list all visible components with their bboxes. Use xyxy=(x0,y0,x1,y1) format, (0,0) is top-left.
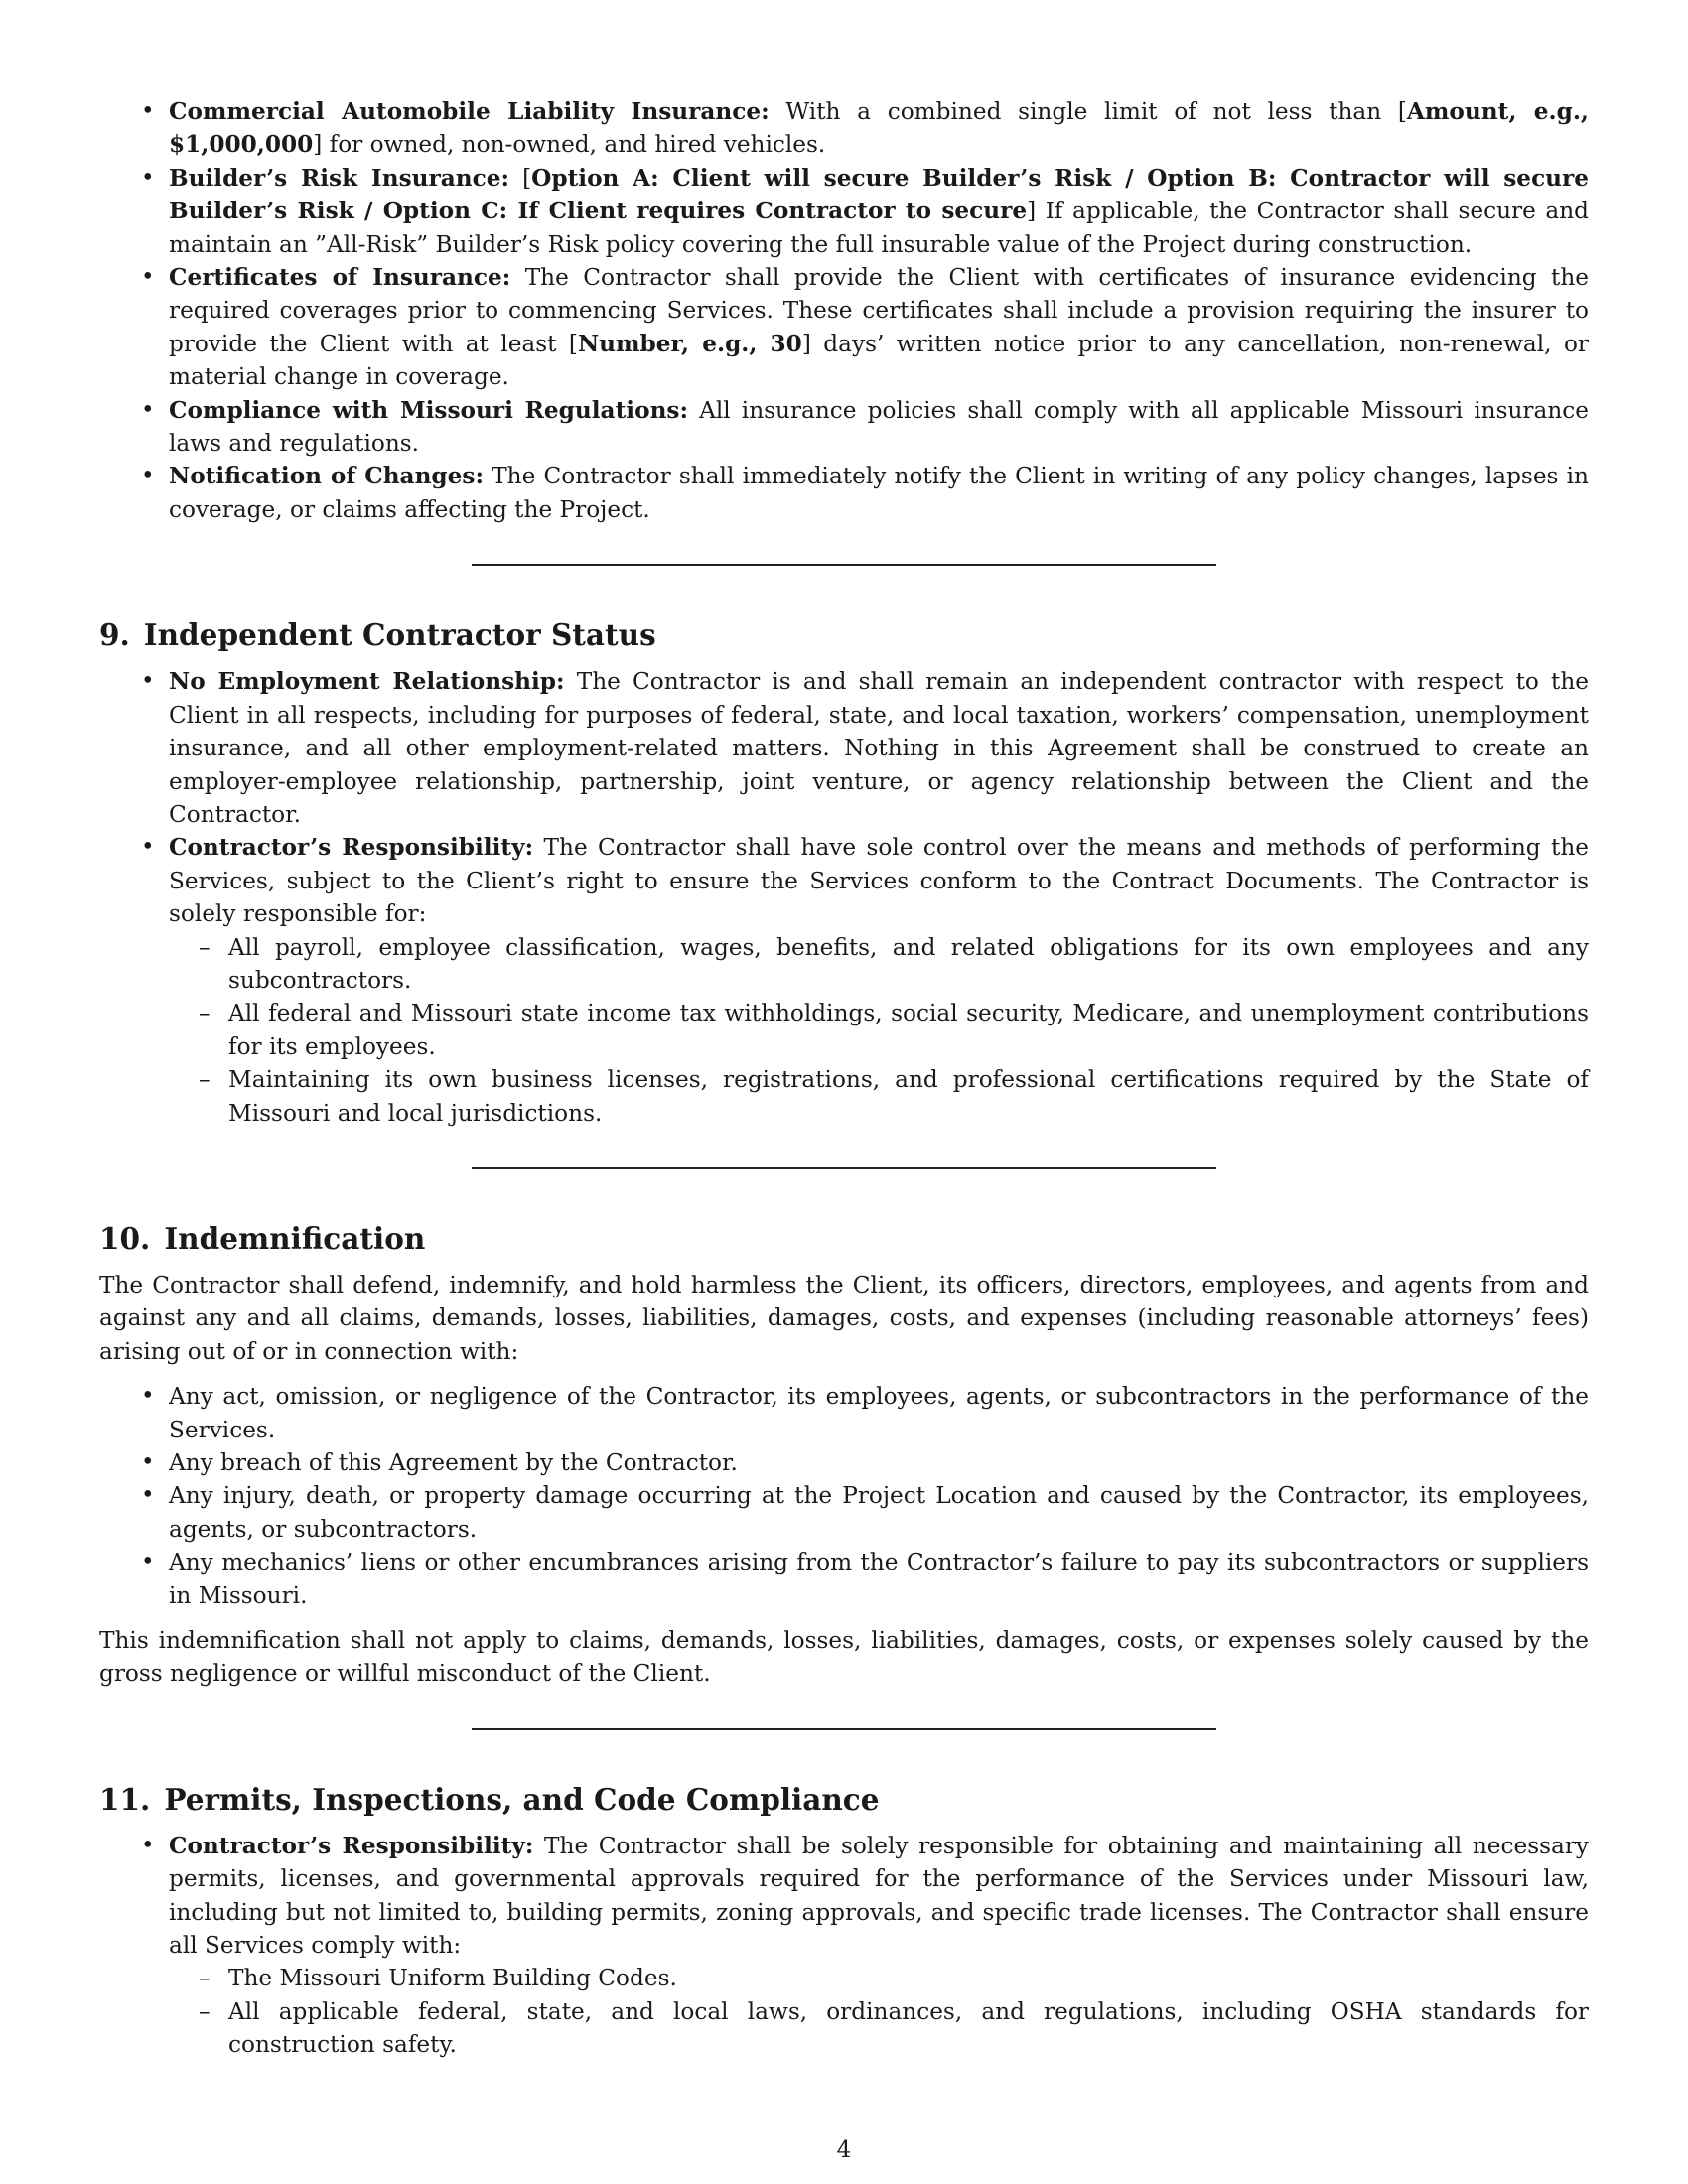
item-text: The Contractor shall provide the Client with certificates of insurance evidencing the required coverages prior to commencing Services. These certificates shall include a provision requiring the insurer to provide the Client with at least [ xyxy=(169,264,1590,357)
section-title: Permits, Inspections, and Code Compliance xyxy=(164,1781,880,1817)
section-divider xyxy=(472,1167,1216,1169)
sub-list xyxy=(169,1962,1589,2061)
item-text: [ xyxy=(509,164,532,192)
list-item xyxy=(169,665,1589,831)
section-number: 11. xyxy=(99,1781,151,1817)
section-heading-9 xyxy=(99,615,1589,655)
section-title: Indemnification xyxy=(164,1220,426,1256)
item-term: Compliance with Missouri Regulations: xyxy=(169,396,689,424)
section-number: 10. xyxy=(99,1220,151,1256)
section-10-list xyxy=(99,1380,1589,1612)
item-text: All insurance policies shall comply with all applicable Missouri insurance laws and regulations. xyxy=(169,396,1589,458)
list-item: • Any injury, death, or property damage occurring at the Project Location and caused by the Contractor, its employees, agents, or subcontractors. xyxy=(169,1479,1589,1546)
list-item xyxy=(169,95,1589,162)
item-term: Contractor’s Responsibility: xyxy=(169,834,534,862)
section-title: Independent Contractor Status xyxy=(143,617,656,653)
item-text: The Contractor is and shall remain an independent contractor with respect to the Client in all respects, including for purposes of federal, state, and local taxation, workers’ compensation, unemployment insurance, and all other employment-related matters. Nothing in this Agreement shall be construed to create an employer-employee relationship, partnership, joint venture, or agency relationship between the Client and the Contractor. xyxy=(169,668,1590,828)
section-10-intro: The Contractor shall defend, indemnify, and hold harmless the Client, its officers, directors, employees, and agents from and against any and all claims, demands, losses, liabilities, damages, costs, and expenses (including reasonable attorneys’ fees) arising out of or in connection with: xyxy=(99,1271,1589,1365)
sub-list xyxy=(169,931,1589,1130)
list-item: • Any act, omission, or negligence of the Contractor, its employees, agents, or subcontractors in the performance of the Services. xyxy=(169,1380,1589,1446)
page-number: 4 xyxy=(836,2136,852,2163)
item-placeholder: Amount, e.g., $1,000,000 xyxy=(169,98,1589,159)
section-10-closing: This indemnification shall not apply to claims, demands, losses, liabilities, damages, costs, or expenses solely caused by the gross negligence or willful misconduct of the Client. xyxy=(99,1627,1589,1688)
item-placeholder: Option A: Client will secure Builder’s Risk / Option B: Contractor will secure Builder’s Risk / Option C: If Client requires Contractor to secure xyxy=(169,164,1590,225)
section-heading-10 xyxy=(99,1219,1589,1259)
list-item xyxy=(169,394,1589,461)
list-item xyxy=(169,261,1589,394)
item-text: ] days’ written notice prior to any cancellation, non-renewal, or material change in coverage. xyxy=(169,330,1589,391)
item-text: The Contractor shall immediately notify the Client in writing of any policy changes, lapses in coverage, or claims affecting the Project. xyxy=(169,463,1589,523)
section-divider xyxy=(472,1728,1216,1730)
document-body xyxy=(99,95,1589,2062)
sub-list-item: – All payroll, employee classification, wages, benefits, and related obligations for its own employees and any subcontractors. xyxy=(228,931,1589,998)
item-term: Notification of Changes: xyxy=(169,463,485,490)
item-text: ] for owned, non-owned, and hired vehicles. xyxy=(313,131,826,159)
item-text: The Contractor shall have sole control over the means and methods of performing the Services, subject to the Client’s right to ensure the Services conform to the Contract Documents. The Contractor is solely responsible for: xyxy=(169,834,1589,928)
sub-list-item: – All federal and Missouri state income tax withholdings, social security, Medicare, and unemployment contributions for its employees. xyxy=(228,997,1589,1063)
section-number: 9. xyxy=(99,617,130,653)
section-9-list xyxy=(99,665,1589,1130)
list-item xyxy=(169,1830,1589,2062)
item-text: The Contractor shall be solely responsible for obtaining and maintaining all necessary permits, licenses, and governmental approvals required for the performance of the Services under Missouri law, including but not limited to, building permits, zoning approvals, and specific trade licenses. The Contractor shall ensure all Services comply with: xyxy=(169,1832,1589,1960)
item-text: ] If applicable, the Contractor shall secure and maintain an ”All-Risk” Builder’s Risk policy covering the full insurable value of the Project during construction. xyxy=(169,198,1590,258)
sub-list-item: – The Missouri Uniform Building Codes. xyxy=(228,1962,1589,1994)
list-item xyxy=(169,831,1589,1130)
insurance-list xyxy=(99,95,1589,526)
item-term: Certificates of Insurance: xyxy=(169,264,511,292)
list-item: • Any breach of this Agreement by the Contractor. xyxy=(169,1446,1589,1479)
sub-list-item: – Maintaining its own business licenses, registrations, and professional certifications required by the State of Missouri and local jurisdictions. xyxy=(228,1063,1589,1130)
item-text: With a combined single limit of not less than [ xyxy=(769,98,1407,125)
item-term: No Employment Relationship: xyxy=(169,668,565,696)
item-term: Commercial Automobile Liability Insurance: xyxy=(169,98,770,125)
section-11-list xyxy=(99,1830,1589,2062)
list-item: • Any mechanics’ liens or other encumbrances arising from the Contractor’s failure to pay its subcontractors or suppliers in Missouri. xyxy=(169,1546,1589,1612)
item-term: Builder’s Risk Insurance: xyxy=(169,164,510,192)
list-item xyxy=(169,460,1589,526)
item-term: Contractor’s Responsibility: xyxy=(169,1832,534,1859)
section-heading-11 xyxy=(99,1780,1589,1820)
sub-list-item: – All applicable federal, state, and local laws, ordinances, and regulations, including OSHA standards for construction safety. xyxy=(228,1995,1589,2062)
list-item xyxy=(169,162,1589,261)
item-placeholder: Number, e.g., 30 xyxy=(577,330,802,357)
section-divider xyxy=(472,564,1216,566)
